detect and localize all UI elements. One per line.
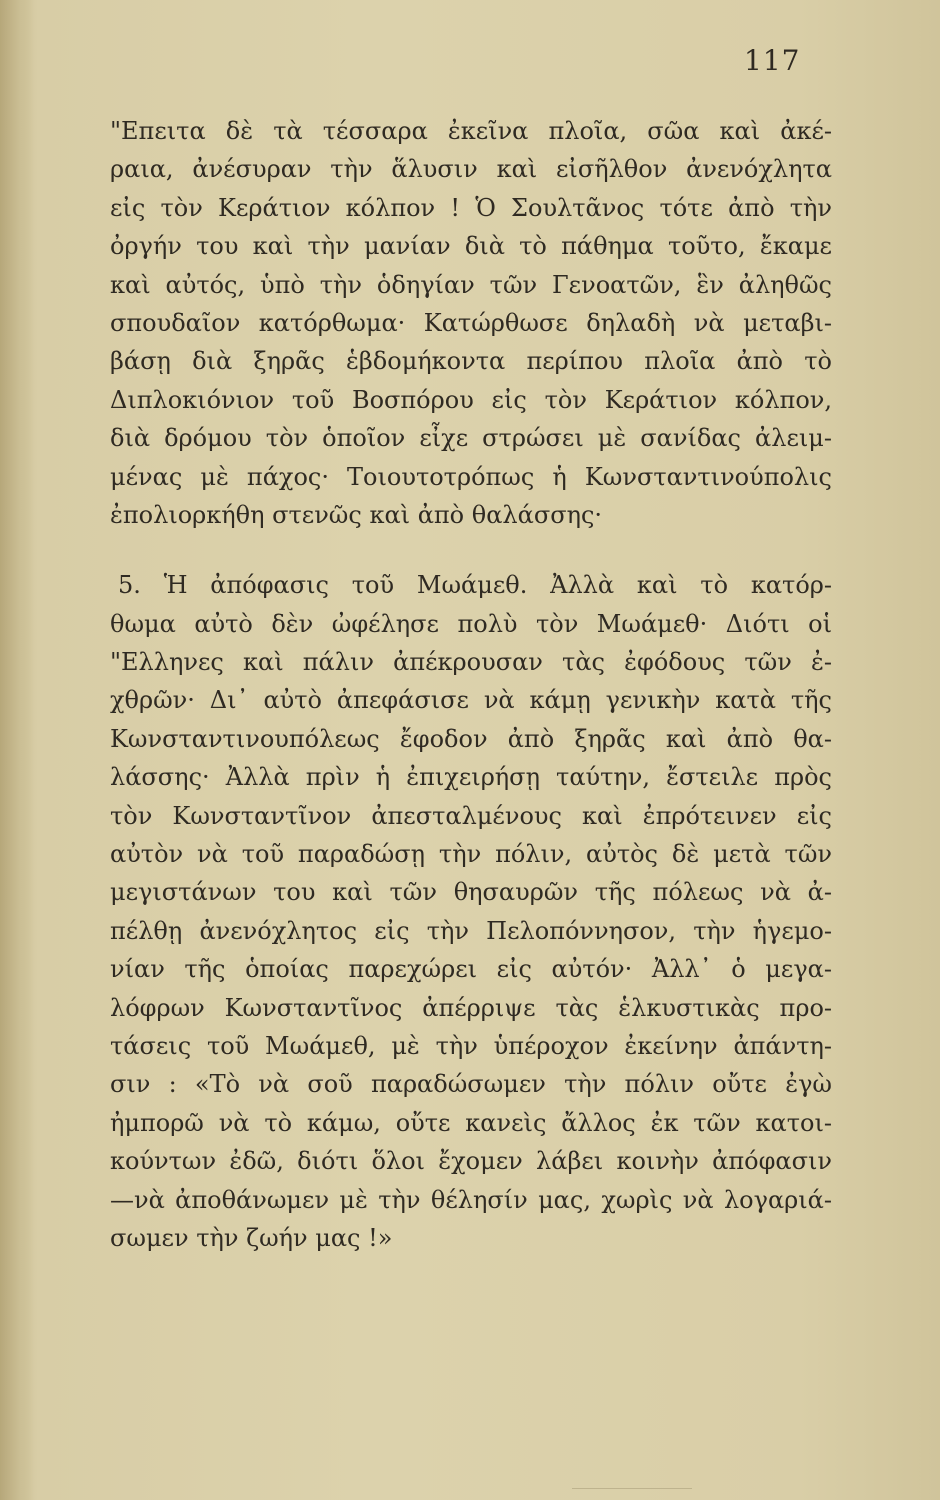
text-line: κούντων ἐδῶ, διότι ὅλοι ἔχομεν λάβει κοινὴν ἀπόφασιν (110, 1147, 832, 1176)
text-line: νίαν τῆς ὁποίας παρεχώρει εἰς αὐτόν· Ἀλλ᾿ ὁ μεγα- (110, 955, 832, 984)
text-line: λάσσης· Ἀλλὰ πρὶν ἡ ἐπιχειρήσῃ ταύτην, ἔστειλε πρὸς (110, 763, 832, 792)
text-line: διὰ δρόμου τὸν ὁποῖον εἶχε στρώσει μὲ σανίδας ἀλειμ- (110, 424, 832, 453)
text-line: χθρῶν· Δι᾿ αὐτὸ ἀπεφάσισε νὰ κάμῃ γενικὴν κατὰ τῆς (110, 686, 832, 715)
text-line: ραια, ἀνέσυραν τὴν ἅλυσιν καὶ εἰσῆλθον ἀνενόχλητα (110, 155, 832, 184)
text-line: Διπλοκιόνιον τοῦ Βοσπόρου εἰς τὸν Κεράτιον κόλπον, (110, 385, 832, 414)
paragraph-1 (110, 112, 832, 534)
page-bottom-mark (572, 1476, 692, 1489)
paragraph-2 (110, 566, 832, 1257)
text-line: σιν : «Τὸ νὰ σοῦ παραδώσωμεν τὴν πόλιν οὔτε ἐγὼ (110, 1070, 832, 1099)
text-line: καὶ αὐτός, ὑπὸ τὴν ὁδηγίαν τῶν Γενοατῶν, ἓν ἀληθῶς (110, 270, 832, 299)
text-line: αὐτὸν νὰ τοῦ παραδώσῃ τὴν πόλιν, αὐτὸς δὲ μετὰ τῶν (110, 840, 832, 869)
heading-line-rest: Ἀλλὰ καὶ τὸ κατόρ- (527, 571, 832, 600)
text-line: εἰς τὸν Κεράτιον κόλπον ! Ὁ Σουλτᾶνος τότε ἀπὸ τὴν (110, 193, 832, 222)
page-spine-shadow (0, 0, 34, 1500)
text-line: ἠμπορῶ νὰ τὸ κάμω, οὔτε κανεὶς ἄλλος ἐκ τῶν κατοι- (110, 1108, 832, 1137)
text-line: τάσεις τοῦ Μωάμεθ, μὲ τὴν ὑπέροχον ἐκείνην ἀπάντη- (110, 1031, 832, 1060)
text-line: πέλθῃ ἀνενόχλητος εἰς τὴν Πελοπόννησον, τὴν ἡγεμο- (110, 916, 832, 945)
text-line: Κωνσταντινουπόλεως ἔφοδον ἀπὸ ξηρᾶς καὶ ἀπὸ θα- (110, 724, 832, 753)
section-heading: 5. Ἡ ἀπόφασις τοῦ Μωάμεθ. (118, 571, 528, 600)
text-line: —νὰ ἀποθάνωμεν μὲ τὴν θέλησίν μας, χωρὶς νὰ λογαριά- (110, 1185, 832, 1214)
body-text (110, 112, 832, 1257)
page-number: 117 (744, 44, 801, 77)
text-line: "Επειτα δὲ τὰ τέσσαρα ἐκεῖνα πλοῖα, σῶα καὶ ἀκέ- (110, 117, 832, 145)
text-line: ἐπολιορκήθη στενῶς καὶ ἀπὸ θαλάσσης· (110, 500, 603, 529)
text-line: μένας μὲ πάχος· Τοιουτοτρόπως ἡ Κωνσταντινούπολις (110, 462, 832, 491)
text-line: σωμεν τὴν ζωήν μας !» (110, 1223, 393, 1252)
text-line: "Ελληνες καὶ πάλιν ἀπέκρουσαν τὰς ἐφόδους τῶν ἐ- (110, 648, 832, 677)
text-line: ὀργήν του καὶ τὴν μανίαν διὰ τὸ πάθημα τοῦτο, ἔκαμε (110, 232, 832, 261)
text-line: μεγιστάνων του καὶ τῶν θησαυρῶν τῆς πόλεως νὰ ἀ- (110, 878, 832, 907)
text-line: βάσῃ διὰ ξηρᾶς ἑβδομήκοντα περίπου πλοῖα ἀπὸ τὸ (110, 347, 832, 376)
text-line: θωμα αὐτὸ δὲν ὠφέλησε πολὺ τὸν Μωάμεθ· Διότι οἱ (110, 609, 832, 638)
text-line: σπουδαῖον κατόρθωμα· Κατώρθωσε δηλαδὴ νὰ μεταβι- (110, 308, 832, 337)
text-line: τὸν Κωνσταντῖνον ἀπεσταλμένους καὶ ἐπρότεινεν εἰς (110, 801, 832, 830)
section-heading-line (110, 566, 832, 604)
paragraph-gap (110, 534, 832, 566)
text-line: λόφρων Κωνσταντῖνος ἀπέρριψε τὰς ἑλκυστικὰς προ- (110, 993, 832, 1022)
